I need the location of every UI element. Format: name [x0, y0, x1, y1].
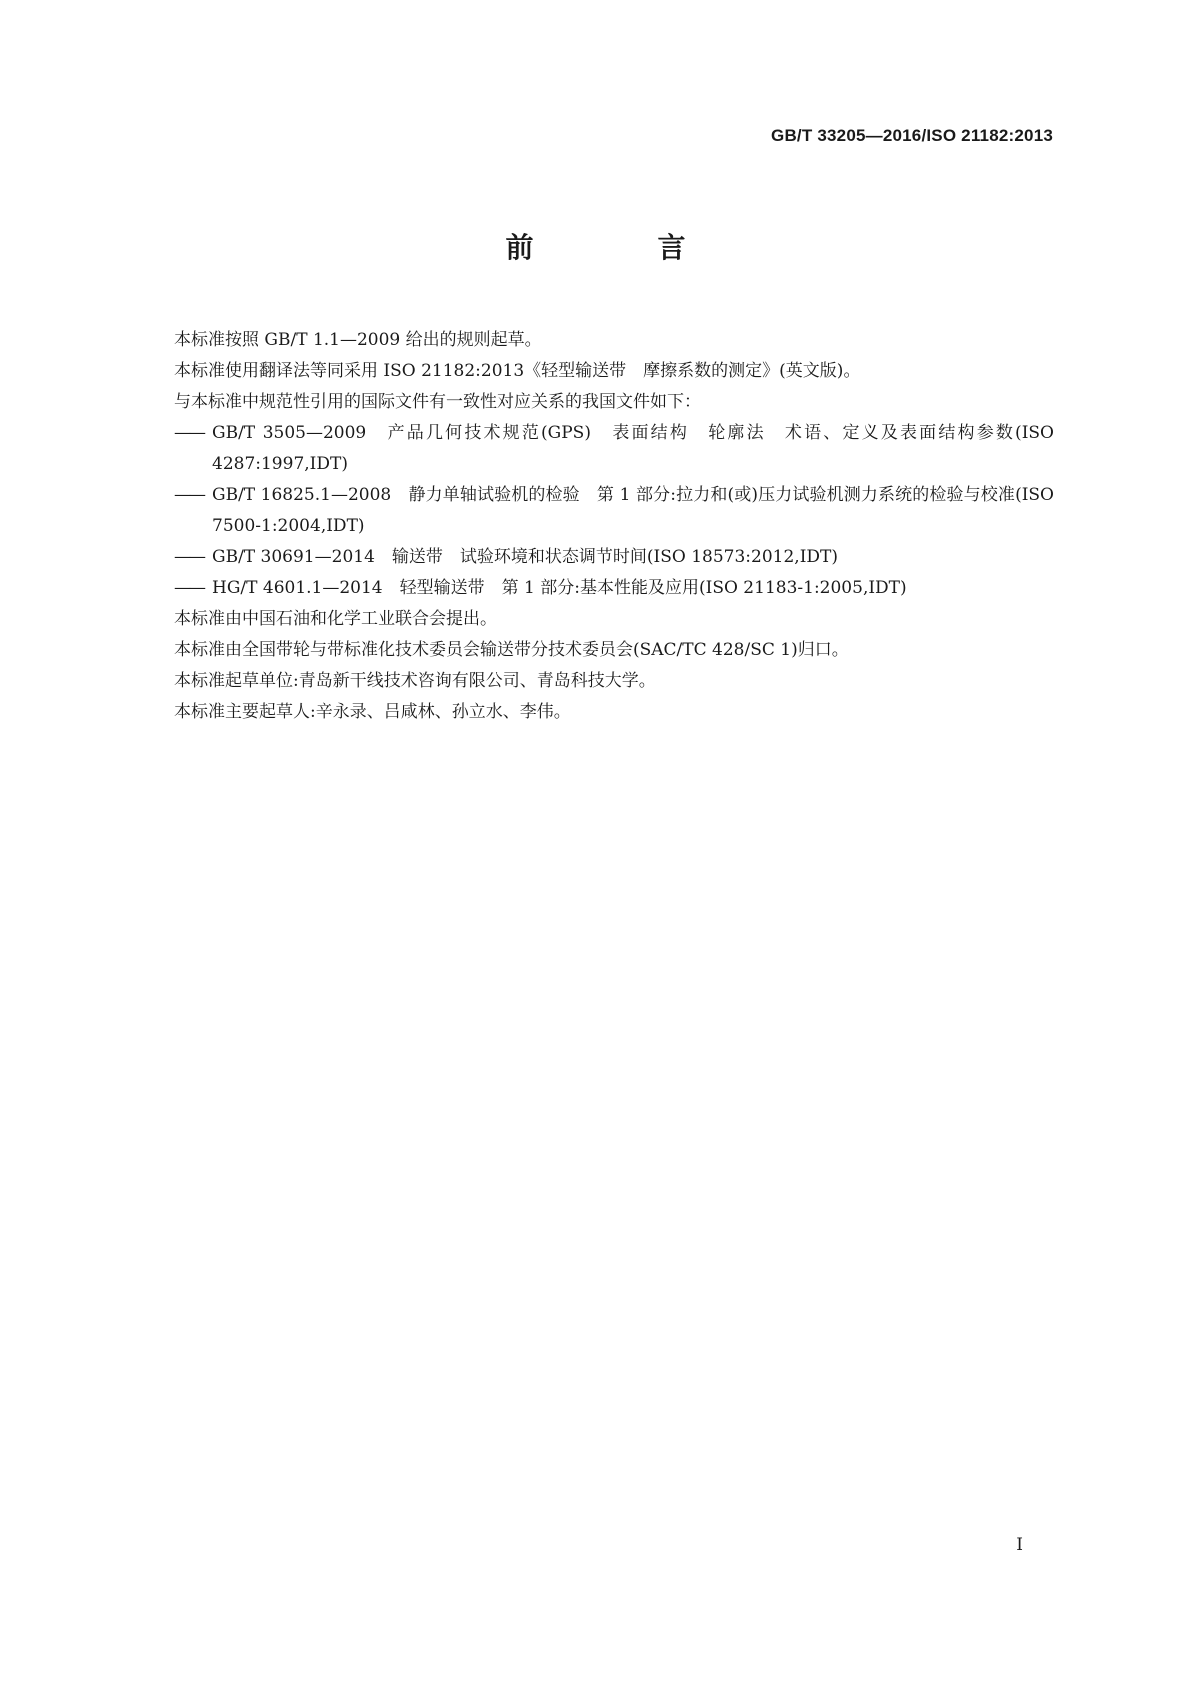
page-number: I — [1016, 1535, 1023, 1555]
list-dash: —— — [174, 578, 204, 598]
foreword-body — [174, 325, 1054, 728]
list-item — [174, 480, 1054, 542]
list-item-text: HG/T 4601.1—2014 轻型输送带 第 1 部分:基本性能及应用(ISO 21183-1:2005,IDT) — [212, 578, 907, 598]
paragraph-correspondence-intro: 与本标准中规范性引用的国际文件有一致性对应关系的我国文件如下： — [174, 392, 701, 412]
list-dash: —— — [174, 547, 204, 567]
list-item — [174, 573, 1054, 604]
list-dash: —— — [174, 485, 204, 505]
list-item-text: GB/T 16825.1—2008 静力单轴试验机的检验 第 1 部分:拉力和(或)压力试验机测力系统的检验与校准(ISO 7500-1:2004,IDT) — [212, 485, 1054, 536]
paragraph-proposer: 本标准由中国石油和化学工业联合会提出。 — [174, 609, 497, 629]
list-item — [174, 418, 1054, 480]
page-title: 前 言 — [505, 231, 734, 264]
paragraph-drafting-rules: 本标准按照 GB/T 1.1—2009 给出的规则起草。 — [174, 330, 542, 350]
paragraph-adoption: 本标准使用翻译法等同采用 ISO 21182:2013《轻型输送带 摩擦系数的测定》(英文版)。 — [174, 361, 861, 381]
list-item-text: GB/T 30691—2014 输送带 试验环境和状态调节时间(ISO 18573:2012,IDT) — [212, 547, 839, 567]
list-item — [174, 542, 1054, 573]
list-dash: —— — [174, 423, 204, 443]
paragraph-drafters: 本标准主要起草人:辛永录、吕咸林、孙立水、李伟。 — [174, 702, 571, 722]
paragraph-centralized-by: 本标准由全国带轮与带标准化技术委员会输送带分技术委员会(SAC/TC 428/SC 1)归口。 — [174, 640, 849, 660]
standard-code-header: GB/T 33205—2016/ISO 21182:2013 — [771, 126, 1053, 145]
list-item-text: GB/T 3505—2009 产品几何技术规范(GPS) 表面结构 轮廓法 术语、定义及表面结构参数(ISO 4287:1997,IDT) — [212, 423, 1054, 474]
paragraph-drafting-units: 本标准起草单位:青岛新干线技术咨询有限公司、青岛科技大学。 — [174, 671, 656, 691]
